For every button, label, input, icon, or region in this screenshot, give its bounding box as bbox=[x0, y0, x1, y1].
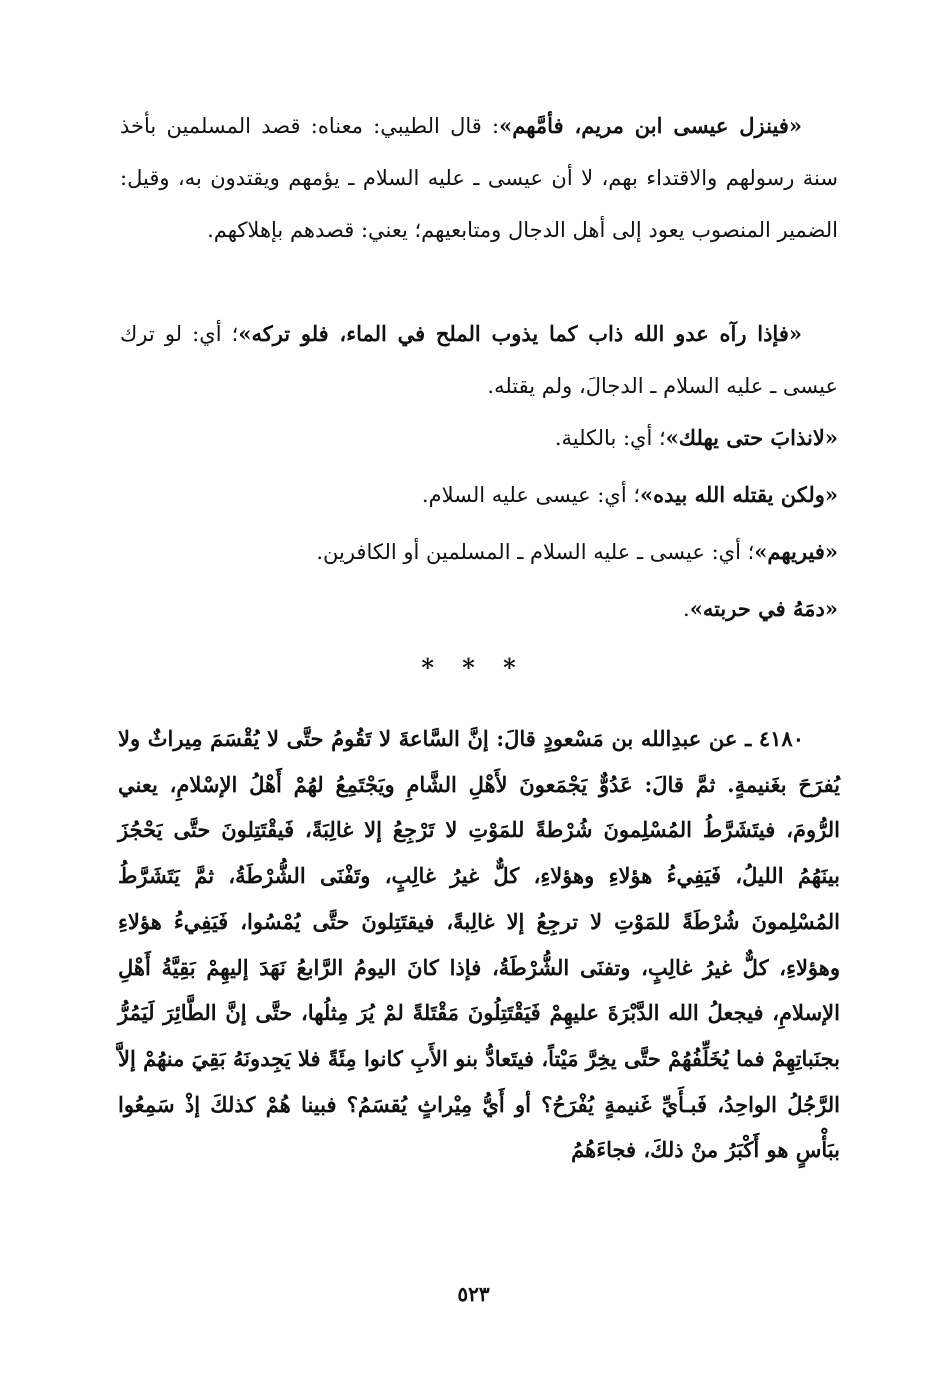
commentary-text: ؛ أي: عيسى ـ عليه السلام ـ المسلمين أو الكافرين. bbox=[316, 540, 755, 564]
section-separator: * * * bbox=[421, 653, 526, 682]
commentary-line-kill bbox=[422, 469, 838, 521]
quoted-phrase: «لانذابَ حتى يهلك» bbox=[665, 425, 838, 450]
commentary-text: ؛ أي: لو ترك عيسى ـ عليه السلام ـ الدجالَ، ولم يقتله. bbox=[120, 322, 838, 398]
commentary-line-perish bbox=[555, 412, 838, 464]
commentary-line-blood bbox=[683, 583, 838, 635]
hadith-4180 bbox=[118, 716, 840, 1173]
commentary-line-show bbox=[316, 526, 838, 578]
quoted-phrase: «فينزل عيسى ابن مريم، فأمَّهم» bbox=[499, 113, 802, 138]
quoted-phrase: «فإذا رآه عدو الله ذاب كما يذوب الملح في الماء، فلو تركه» bbox=[238, 321, 802, 346]
page-number: ٥٢٣ bbox=[457, 1282, 490, 1306]
commentary-paragraph-imam bbox=[120, 100, 838, 256]
commentary-text: : قال الطيبي: معناه: قصد المسلمين بأخذ سنة رسولهم والاقتداء بهم، لا أن عيسى ـ عليه السلام ـ يؤمهم ويقتدون به، وقيل: الضمير المنصوب يعود إلى أهل الدجال ومتابعيهم؛ يعني: قصدهم بإهلاكهم. bbox=[120, 114, 838, 242]
quoted-phrase: «دمَهُ في حربته» bbox=[689, 596, 838, 621]
quoted-phrase: «فيريهم» bbox=[754, 539, 838, 564]
quoted-phrase: «ولكن يقتله الله بيده» bbox=[640, 482, 838, 507]
commentary-text: ؛ أي: عيسى عليه السلام. bbox=[421, 483, 641, 507]
commentary-paragraph-dissolve bbox=[120, 308, 838, 412]
commentary-text: . bbox=[683, 597, 690, 621]
commentary-text: ؛ أي: بالكلية. bbox=[554, 426, 666, 450]
hadith-text: ٤١٨٠ ـ عن عبدِالله بن مَسْعودٍ قالَ: إنَّ السَّاعةَ لا تَقُومُ حتَّى لا يُقْسَمَ مِيراثٌ ولا يُفرَحَ بغَنيمةٍ. ثمَّ قالَ: عَدُوٌّ يَجْمَعونَ لأَهْلِ الشَّامِ ويَجْتَمِعُ لهُمْ أَهْلُ الإسْلامِ، يعني الرُّومَ، فيتَشَرَّطُ المُسْلِمونَ شُرْطةً للمَوْتِ لا تَرْجِعُ إلا غالِبَةً، فَيقْتَتِلونَ حتَّى يَحْجُزَ بينَهُمُ الليلُ، فَيَفِيءُ هؤلاءِ وهؤلاءِ، كلٌّ غيرُ غالِبٍ، وتَفْنَى الشُّرْطَةُ، ثمَّ يَتَشَرَّطُ المُسْلِمونَ شُرْطَةً للمَوْتِ لا ترجِعُ إلا غالِبةً، فيقتَتِلونَ حتَّى يُمْسُوا، فَيَفِيءُ هؤلاءِ وهؤلاءِ، كلٌّ غيرُ غالِبٍ، وتفنَى الشُّرْطَةُ، فإذا كانَ اليومُ الرَّابعُ نَهَدَ إليهِمْ بَقِيَّةُ أَهْلِ الإسلامِ، فيجعلُ الله الدَّبْرَةَ عليهِمْ فَيَقْتَتِلُونَ مَقْتَلةً لمْ يُرَ مِثلُها، حتَّى إنَّ الطَّائِرَ لَيَمُرُّ بجنَباتِهِمْ فما يُخَلِّفُهُمْ حتَّى يخِرَّ مَيْتاً، فيتَعادُّ بنو الأَبِ كانوا مِئَةً فلا يَجِدونَهُ بَقِيَ منهُمْ إلاَّ الرَّجُلُ الواحِدُ، فَبـأَيِّ غَنيمةٍ يُفْرَحُ؟ أو أَيُّ مِيْراثٍ يُقسَمُ؟ فبينا هُمْ كذلكَ إذْ سَمِعُوا ببَأْسٍ هو أَكْبَرُ منْ ذلكَ، فجاءَهُمُ bbox=[118, 726, 840, 1163]
